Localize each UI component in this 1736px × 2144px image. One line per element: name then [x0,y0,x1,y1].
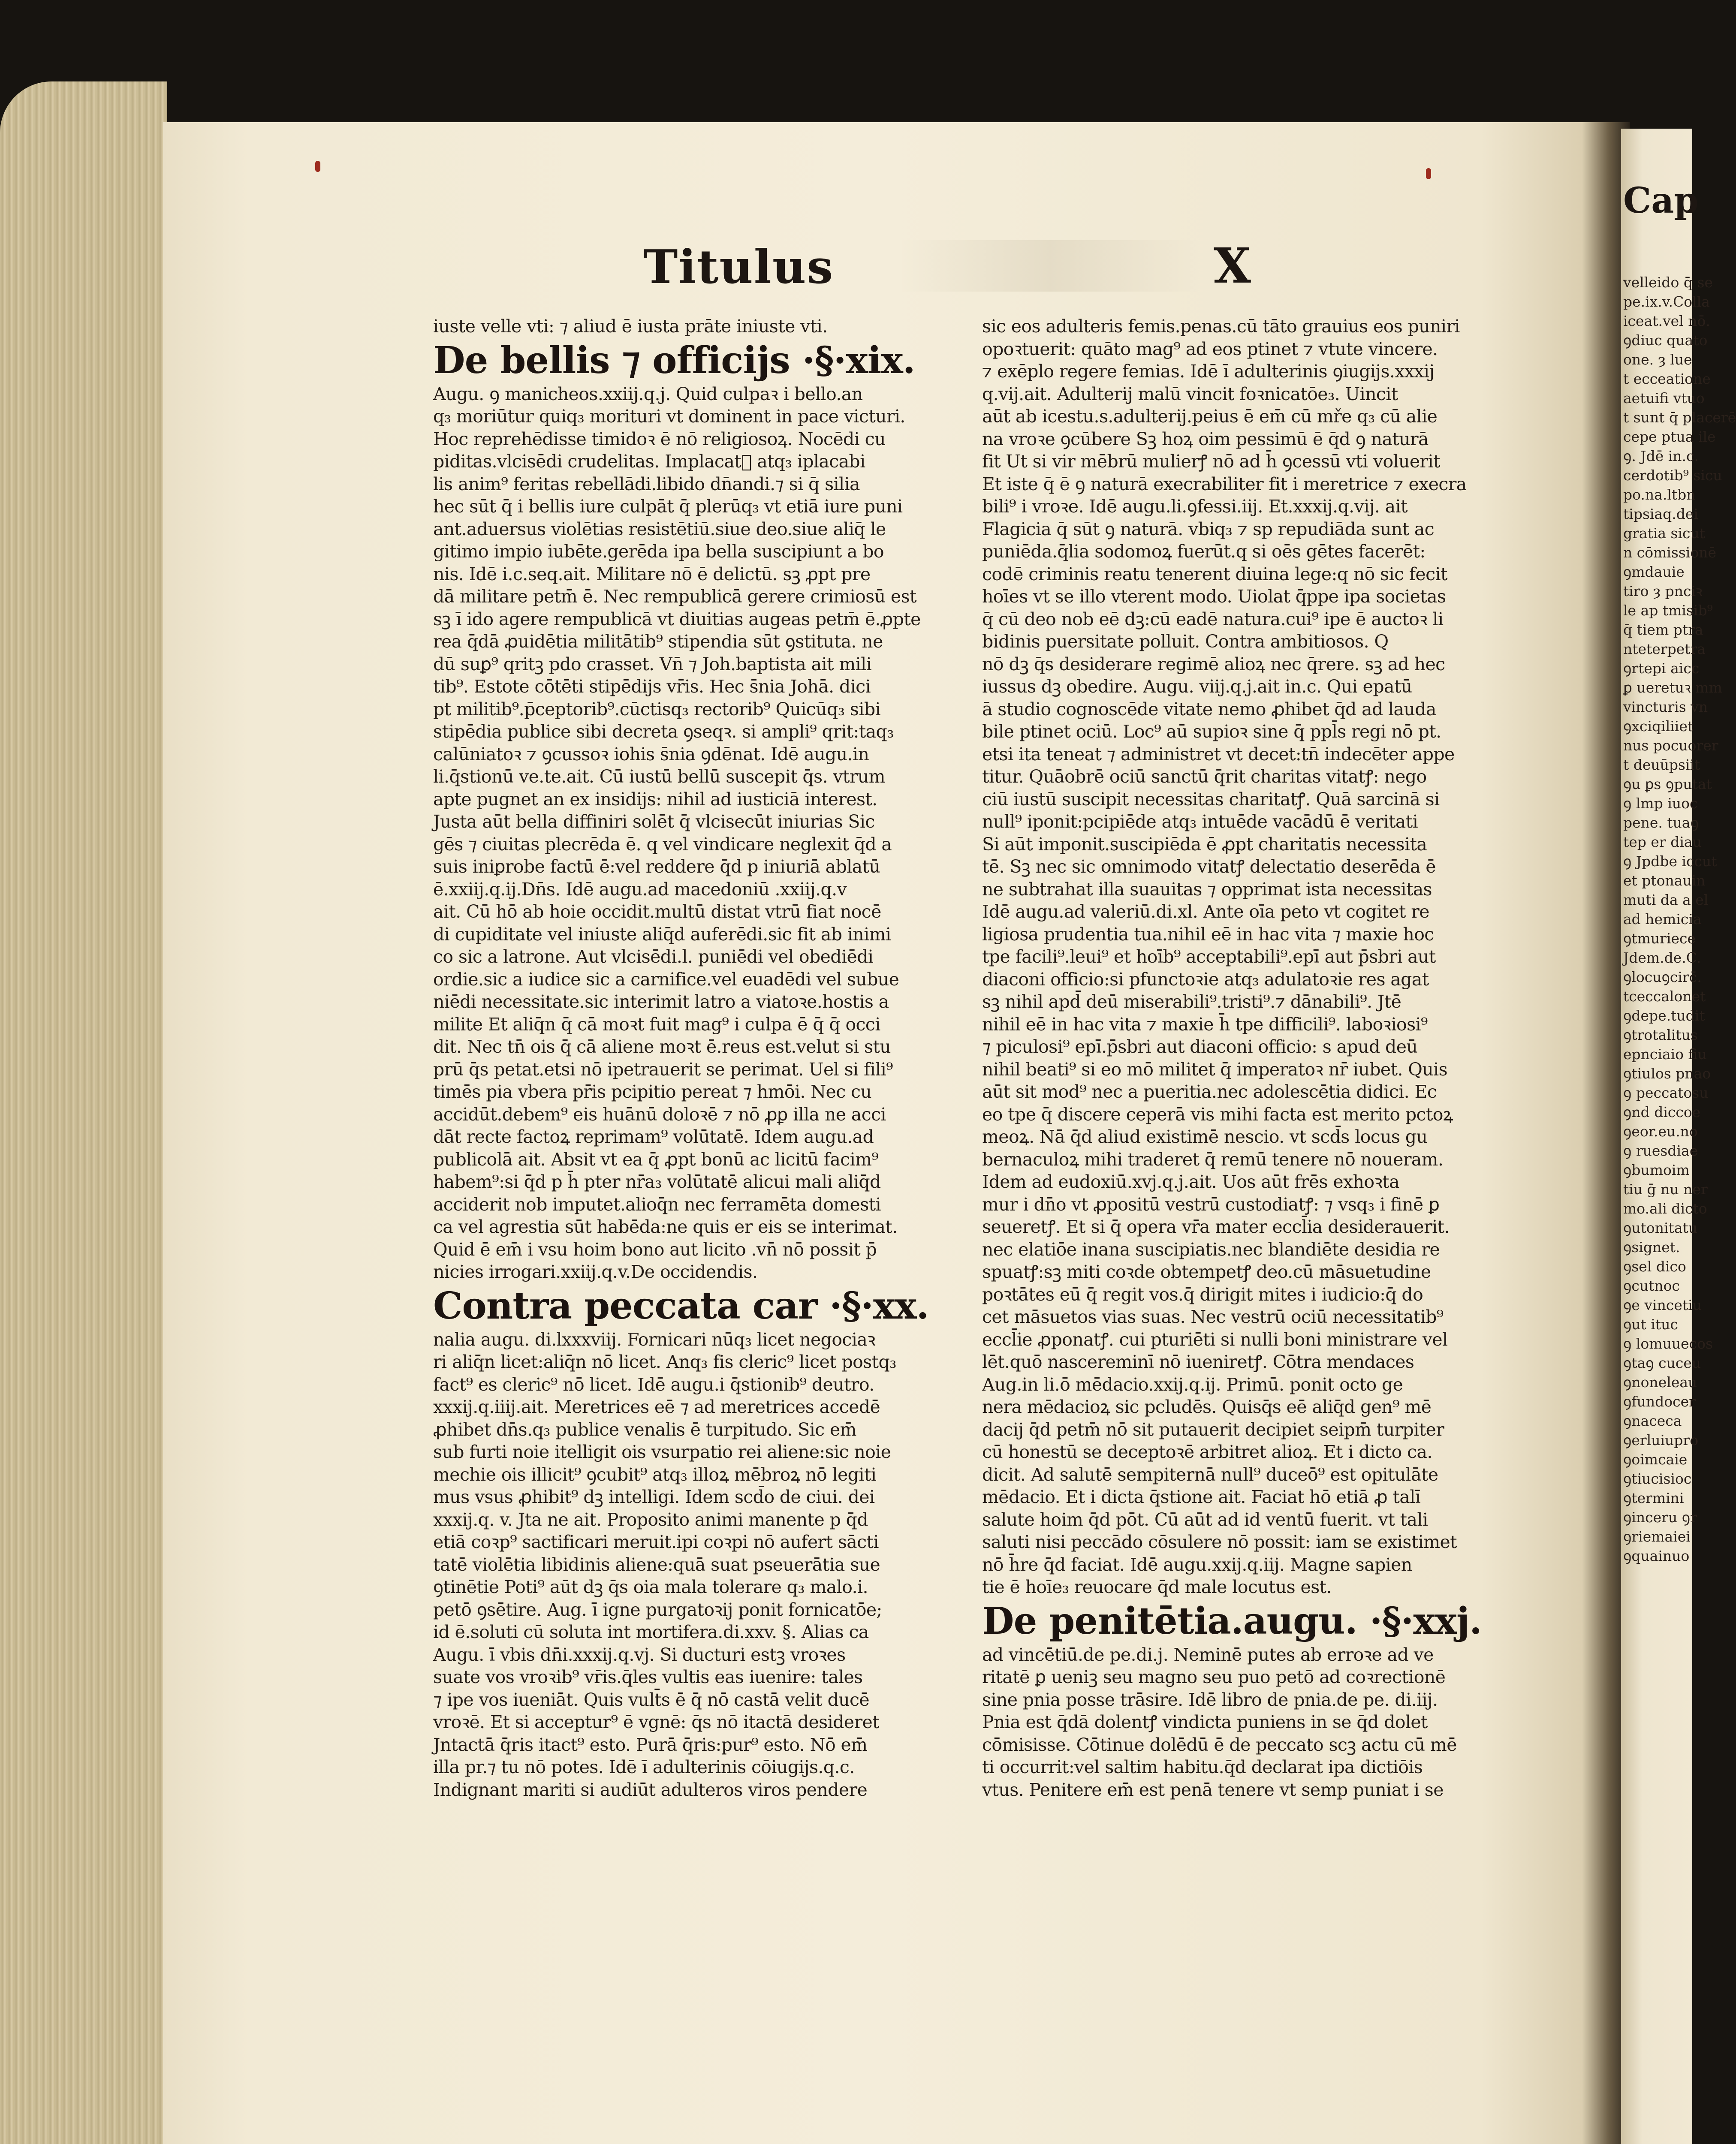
facing-page-line: ꝯ lmp iuoc [1623,795,1698,812]
facing-page-line: t deuūpsiit [1623,756,1700,773]
text-line: iussus dꝫ obedire. Augu. viij.q.j.ait in.c. Qui epatū [982,676,1412,697]
facing-page-line: et ptonauin [1623,872,1706,889]
text-line: sic eos adulteris femis.penas.cū tāto grauius eos puniri [982,316,1460,337]
text-line: ri aliq̄n licet:aliq̄n nō licet. Anq₃ fis cleric⁹ licet postq₃ [433,1352,896,1372]
text-line: ꝓhibet dn̄s.q₃ publice venalis ē turpitudo. Sic em̄ [433,1419,856,1440]
text-line: spuatꝭ:sꝫ miti coꝛde obtempetꝭ deo.cū māsuetudine [982,1262,1431,1282]
facing-page-line: muti da a el [1623,891,1709,908]
text-line: etsi ita teneat ⁊ administret vt decet:tn̄ indecēter appe [982,744,1455,765]
text-line: sine pnia posse trāsire. Idē libro de pnia.de pe. di.iij. [982,1689,1438,1710]
text-line: vroꝛē. Et si acceptur⁹ ē vgnē: q̄s nō itactā desideret [433,1712,879,1732]
text-line: ē.xxiij.q.ij.Dn̄s. Idē augu.ad macedoniū .xxiij.q.v [433,879,847,900]
text-line: lis anim⁹ feritas rebellādi.libido dn̄andi.⁊ si q̄ silia [433,473,860,494]
text-line: dā militare petm̄ ē. Nec rempublicā gerere crimiosū est [433,586,916,607]
text-line: diaconi officio:si pfunctoꝛie atq₃ adulatoꝛie res agat [982,969,1429,990]
text-line: apte pugnet an ex insidijs: nihil ad iusticiā interest. [433,789,877,810]
facing-page-line: ꝯerluiupro [1623,1432,1699,1448]
facing-page-line: ꝯ. Jdē in.c. [1623,448,1699,464]
text-line: sꝫ nihil apd̄ deū miserabili⁹.tristi⁹.⁊ dānabili⁹. Jtē [982,991,1401,1012]
text-line: ritatē ꝑ ueniꝫ seu magno seu puo petō ad coꝛrectionē [982,1667,1446,1687]
text-line: nalia augu. di.lxxxviij. Fornicari nūq₃ licet negociaꝛ [433,1329,875,1350]
text-line: lēt.quō nascereminī nō iueniretꝭ. Cōtra mendaces [982,1352,1414,1372]
text-line: milite Et aliq̄n q̄ cā moꝛt fuit mag⁹ i culpa ē q̄ q̄ occi [433,1014,880,1035]
text-line: stipēdia publice sibi decreta ꝯseqꝛ. si ampli⁹ qrit:taq₃ [433,721,894,742]
facing-page-line: tiu ḡ nu ner [1623,1181,1708,1198]
facing-page-line: vincturis vn [1623,699,1708,715]
text-line: nō h̄re q̄d faciat. Idē augu.xxij.q.iij. Magne sapien [982,1554,1412,1575]
facing-page-line: q̄ tiem ptra [1623,621,1703,638]
red-marginal-mark [1426,168,1431,179]
text-line: piditas.vlcisēdi crudelitas. Implacat᷑ atq₃ iplacabi [433,451,865,472]
text-line: meoꝝ. Nā q̄d aliud existimē nescio. vt scd̄s locus gu [982,1126,1428,1147]
facing-page-line: ꝯnaceca [1623,1412,1682,1429]
facing-page-line: cepe ptua ile [1623,428,1716,445]
text-line: ⁊ exēplo regere femias. Idē ī adulterinis ꝯiugijs.xxxij [982,361,1435,382]
text-line: mechie ois illicit⁹ ꝯcubit⁹ atq₃ illoꝝ mēbroꝝ nō legiti [433,1464,877,1485]
text-line: codē criminis reatu tenerent diuina lege:q nō sic fecit [982,563,1447,584]
text-line: Aug.in li.ō mēdacio.xxij.q.ij. Primū. ponit octo ge [982,1374,1403,1395]
text-line: ꝯtinētie Poti⁹ aūt dꝫ q̄s oia mala tolerare q₃ malo.i. [433,1577,868,1597]
text-line: ciū iustū suscipit necessitas charitatꝭ. Quā sarcinā si [982,789,1440,810]
text-line: dāt recte factoꝝ reprimam⁹ volūtatē. Idem augu.ad [433,1126,874,1147]
text-line: saluti nisi peccādo cōsulere nō possit: iam se existimet [982,1532,1457,1552]
text-line: aūt ab icestu.s.adulterij.peius ē em̄ cū mře q₃ cū alie [982,406,1438,427]
text-line: ait. Cū hō ab hoie occidit.multū distat vtrū fiat nocē [433,901,881,922]
text-line: mēdacio. Et i dicta q̄stione ait. Faciat hō etiā ꝓ talī [982,1487,1421,1507]
facing-page-line: ꝯxciqiliiet [1623,718,1694,735]
facing-page-line: ꝑ ueretuꝛ mm [1623,679,1722,696]
facing-page-line: ꝯu ꝑs ꝯputat [1623,776,1712,792]
facing-page-line: n cōmissionē [1623,544,1717,561]
section-heading: De bellis ⁊ officijs ·§·xix. [433,338,915,382]
facing-page-line: ꝯsel dico [1623,1258,1686,1275]
text-line: titur. Quāobrē ociū sanctū q̄rit charitas vitatꝭ: nego [982,766,1427,787]
facing-page-line: ꝯe vincetiu [1623,1297,1702,1313]
text-line: na vroꝛe ꝯcūbere Sꝫ hoꝝ oim pessimū ē q̄d ꝯ naturā [982,428,1429,449]
facing-page-line: nus pocuorer [1623,737,1718,754]
facing-page-line: nteterpetra [1623,641,1706,657]
section-heading: De penitētia.augu. ·§·xxj. [982,1599,1482,1643]
text-line: timēs pia vbera pr̄is pcipitio pereat ⁊ hmōi. Nec cu [433,1081,872,1102]
text-line: tē. Sꝫ nec sic omnimodo vitatꝭ delectatio deserēda ē [982,856,1436,877]
text-line: id ē.soluti cū soluta int mortifera.di.xxv. §. Alias ca [433,1622,869,1642]
facing-page-line: ꝯquainuo [1623,1548,1690,1564]
text-line: li.q̄stionū ve.te.ait. Cū iustū bellū suscepit q̄s. vtrum [433,766,885,787]
facing-page-line: iceat.vel nō. [1623,313,1710,329]
text-line: seueretꝭ. Et si q̄ opera vr̄a mater eccl̄ia desiderauerit. [982,1217,1450,1237]
text-line: etiā coꝛp⁹ sactificari meruit.ipi coꝛpi nō aufert sācti [433,1532,879,1552]
text-line: salute hoim q̄d pōt. Cū aūt ad id ventū fuerit. vt tali [982,1509,1428,1530]
text-line: publicolā ait. Absit vt ea q̄ ꝓpt bonū ac licitū facim⁹ [433,1149,879,1170]
text-line: nihil beati⁹ si eo mō militet q̄ imperatoꝛ nr̄ iubet. Quis [982,1059,1448,1080]
text-line: gēs ⁊ ciuitas plecrēda ē. q vel vindicare neglexit q̄d a [433,834,892,855]
text-line: Hoc reprehēdisse timidoꝛ ē nō religiosoꝝ. Nocēdi cu [433,428,886,449]
text-line: Flagicia q̄ sūt ꝯ naturā. vbiq₃ ⁊ sp repudiāda sunt ac [982,518,1435,539]
facing-page-line: ꝯ lomuuecos [1623,1335,1713,1352]
facing-page-line: velleido q̄ se [1623,274,1713,291]
facing-page-line: ꝯtiucisioc [1623,1470,1692,1487]
text-line: bili⁹ i vroꝛe. Idē augu.li.ꝯfessi.iij. Et.xxxij.q.vij. ait [982,496,1407,517]
text-line: tpe facili⁹.leui⁹ et hoīb⁹ acceptabili⁹.epī aut p̄sbri aut [982,946,1436,967]
text-line: suis iniꝑrobe factū ē:vel reddere q̄d p iniuriā ablatū [433,856,880,877]
text-line: eccl̄ie ꝓponatꝭ. cui pturiēti si nulli boni ministrare vel [982,1329,1448,1350]
facing-page-line: ꝯtrotalitus [1623,1027,1698,1043]
text-line: ti occurrit:vel saltim habitu.q̄d declarat ipa dictiōis [982,1757,1423,1777]
text-line: Si aūt imponit.suscipiēda ē ꝓpt charitatis necessita [982,834,1427,855]
text-line: sub furti noie itelligit ois vsurpatio rei aliene:sic noie [433,1442,891,1462]
facing-page-line: ꝯnd diccoe [1623,1104,1701,1120]
facing-page-line: aetuifi vtuo [1623,390,1705,407]
text-line: tib⁹. Estote cōtēti stipēdijs vr̄is. Hec s̄nia Johā. dici [433,676,871,697]
facing-page-line: tipsiaq.dei [1623,506,1698,522]
text-line: Indignant mariti si audiūt adulteros viros pendere [433,1779,868,1800]
text-line: calūniatoꝛ ⁊ ꝯcussoꝛ iohis s̄nia ꝯdēnat. Idē augu.in [433,744,869,765]
text-line: mur i dn̄o vt ꝓpositū vestrū custodiatꝭ: ⁊ vsq₃ i finē ꝑ [982,1194,1440,1215]
text-line: gitimo impio iubēte.gerēda ipa bella suscipiunt a bo [433,541,884,562]
facing-page-line: gratia sicut [1623,525,1706,542]
facing-page-line: ꝯsignet. [1623,1239,1680,1256]
facing-page-line: ꝯeor.eu.no [1623,1123,1698,1140]
facing-page-line: ꝯfundocer [1623,1393,1696,1410]
facing-page-line: one. ȝ lue [1623,351,1692,368]
text-line: poꝛtātes eū q̄ regit vos.q̄ dirigit mites i iudicio:q̄ do [982,1284,1423,1305]
text-line: illa pr.⁊ tu nō potes. Idē ī adulterinis cōiugijs.q.c. [433,1757,855,1777]
text-line: ⁊ ipe vos iueniāt. Quis vult̄s ē q̄ nō castā velit ducē [433,1689,870,1710]
facing-page-line: ꝯcutnoc [1623,1277,1680,1294]
facing-page-line: ꝯrtepi aicc [1623,660,1700,677]
text-line: fact⁹ es cleric⁹ nō licet. Idē augu.i q̄stionib⁹ deutro. [433,1374,874,1395]
text-line: ad vincētiū.de pe.di.j. Neminē putes ab erroꝛe ad ve [982,1644,1434,1665]
text-line: opoꝛtuerit: quāto mag⁹ ad eos ptinet ⁊ vtute vincere. [982,338,1438,359]
facing-page-line: t sunt q̄ placerē [1623,409,1736,426]
text-column-right [982,315,1482,1801]
text-line: fit Ut si vir mēbrū mulierꝭ nō ad h̄ ꝯcessū vti voluerit [982,451,1440,472]
text-line: dū suꝑ⁹ qritꝫ pdo crasset. Vn̄ ⁊ Joh.baptista ait mili [433,653,872,675]
facing-page-line: ꝯdiuc quato [1623,332,1708,349]
page-block-edge [0,81,167,2144]
text-line: nicies irrogari.xxiij.q.v.De occidendis. [433,1262,758,1282]
text-line: nō dꝫ q̄s desiderare regimē alioꝝ nec q̄rere. sꝫ ad hec [982,653,1445,675]
text-line: accidūt.debem⁹ eis huānū doloꝛē ⁊ nō ꝓꝑ illa ne acci [433,1104,886,1125]
text-line: dit. Nec tn̄ ois q̄ cā aliene moꝛt ē.reus est.velut si stu [433,1036,891,1057]
facing-page-line: pe.ix.v.Colla [1623,293,1710,310]
text-line: mus vsus ꝓhibit⁹ dꝫ intelligi. Idem scd̄o de ciui. dei [433,1487,875,1507]
text-line: cōmisisse. Cōtinue dolēdū ē de peccato scꝫ actu cū mē [982,1734,1457,1755]
text-line: nihil eē in hac vita ⁊ maxie h̄ tpe difficili⁹. laboꝛiosi⁹ [982,1014,1428,1035]
text-line: q.vij.ait. Adulterij malū vincit foꝛnicatōe₃. Uincit [982,383,1398,404]
text-line: ā studio cognoscēde vitate nemo ꝓhibet q̄d ad lauda [982,699,1436,720]
text-line: Augu. ꝯ manicheos.xxiij.q.j. Quid culpaꝛ i bello.an [433,383,863,404]
text-line: Pnia est q̄dā dolentꝭ vindicta puniens in se q̄d dolet [982,1712,1428,1732]
text-line: hoīes vt se illo vterent modo. Uiolat q̄ppe ipa societas [982,586,1446,607]
text-line: bidinis puersitate polluit. Contra ambitiosos. Q [982,631,1389,652]
text-line: ligiosa prudentia tua.nihil eē in hac vita ⁊ maxie hoc [982,924,1434,945]
text-line: hec sūt q̄ i bellis iure culpāt q̄ plerūq₃ vt etiā iure puni [433,496,903,517]
facing-page-text [1623,180,1736,1566]
running-head-number: X [1214,238,1251,294]
text-line: acciderit nob imputet.alioq̄n nec ferramēta domesti [433,1194,881,1215]
running-head-title: Titulus [643,240,834,294]
text-line: ca vel agrestia sūt habēda:ne quis er eis se interimat. [433,1217,898,1237]
text-line: suate vos vroꝛib⁹ vr̄is.q̄les vultis eas iuenire: tales [433,1667,863,1687]
text-line: cū honestū se deceptoꝛē arbitret alioꝝ. Et i dicto ca. [982,1442,1432,1462]
facing-page-line: ꝯriemaiei [1623,1528,1691,1545]
text-line: Augu. ī vbis dn̄i.xxxij.q.vj. Si ducturi estꝫ vroꝛes [433,1644,846,1665]
facing-page-line: ꝯutonitatu [1623,1220,1698,1236]
facing-page-line: ꝯtiulos pnao [1623,1065,1711,1082]
facing-page-line: ꝯtaꝯ cuceu [1623,1355,1701,1371]
section-heading: Contra peccata car ·§·xx. [433,1284,929,1328]
text-line: null⁹ iponit:pcipiēde atq₃ intuēde vacādū ē veritati [982,811,1418,832]
text-line: Justa aūt bella diffiniri solēt q̄ vlcisecūt iniurias Sic [433,811,875,832]
facing-page-line: ꝯut ituc [1623,1316,1678,1333]
facing-page-line: ꝯnoneleau [1623,1374,1697,1391]
text-line: bernaculoꝝ mihi traderet q̄ remū tenere nō noueram. [982,1149,1444,1170]
text-line: habem⁹:si q̄d p h̄ pter nr̄a₃ volūtatē alicui mali aliq̄d [433,1171,881,1192]
facing-page-line: tceccalonet [1623,988,1706,1005]
text-line: prū q̄s petat.etsi nō ipetrauerit se perimat. Uel si fili⁹ [433,1059,893,1080]
text-line: eo tpe q̄ discere ceperā vis mihi facta est merito pctoꝝ [982,1104,1453,1125]
text-line: pt militib⁹.p̄ceptorib⁹.cūctisq₃ rectorib⁹ Quicūq₃ sibi [433,699,880,720]
text-line: aūt sit mod⁹ nec a pueritia.nec adolescētia didici. Ec [982,1081,1437,1102]
text-line: dacij q̄d petm̄ nō sit putauerit decipiet seipm̄ turpiter [982,1419,1444,1440]
text-line: tatē violētia libidinis aliene:quā suat pseuerātia sue [433,1554,880,1575]
text-line: q₃ moriūtur quiq₃ morituri vt dominent in pace victuri. [433,406,905,427]
facing-page-line: le ap tmisib⁹ [1623,602,1713,619]
facing-page-line: po.na.ltbn [1623,486,1696,503]
facing-page-line: Jdem.de.C. [1623,949,1701,966]
text-line: Quid ē em̄ i vsu hoim bono aut licito .vn̄ nō possit p̄ [433,1239,877,1260]
text-line: dicit. Ad salutē sempiternā null⁹ duceō⁹ est opitulāte [982,1464,1438,1485]
text-line: vtus. Penitere em̄ est penā tenere vt semp puniat i se [982,1779,1444,1800]
text-line: Jntactā q̄ris itact⁹ esto. Purā q̄ris:pur⁹ esto. Nō em̄ [433,1734,868,1755]
facing-page-line: epnciaio fiu [1623,1046,1707,1063]
text-line: tie ē hoīe₃ reuocare q̄d male locutus est. [982,1577,1332,1597]
text-line: ne subtrahat illa suauitas ⁊ opprimat ista necessitas [982,879,1432,900]
text-line: q̄ cū deo nob eē dꝫ:cū eadē natura.cui⁹ ipe ē auctoꝛ li [982,608,1444,629]
text-line: di cupiditate vel iniuste aliq̄d auferēdi.sic fit ab inimi [433,924,891,945]
text-line: petō ꝯsētire. Aug. ī igne purgatoꝛij ponit fornicatōe; [433,1599,882,1620]
facing-page-line: ꝯtermini [1623,1490,1684,1506]
text-line: ⁊ piculosi⁹ epī.p̄sbri aut diaconi officio: s apud deū [982,1036,1418,1057]
facing-page-line: ꝯmdauie [1623,563,1685,580]
facing-page-line: ꝯ ruesdiae [1623,1142,1698,1159]
text-line: ordie.sic a iudice sic a carnifice.vel euadēdi vel subue [433,969,899,990]
facing-page-line: ꝯdepe.tudit [1623,1007,1705,1024]
text-line: nera mēdacioꝝ sic pcludēs. Quisq̄s eē aliq̄d gen⁹ mē [982,1397,1432,1417]
text-line: co sic a latrone. Aut vlcisēdi.l. puniēdi vel obediēdi [433,946,874,967]
text-line: nis. Idē i.c.seq.ait. Militare nō ē delictū. sꝫ ꝓpt pre [433,563,871,584]
text-line: iuste velle vti: ⁊ aliud ē iusta prāte iniuste vti. [433,316,828,337]
facing-page-line: cerdotib⁹ sicu [1623,467,1722,484]
text-line: sꝫ ī ido agere rempublicā vt diuitias augeas petm̄ ē.ꝓpte [433,608,921,629]
text-line: Idē augu.ad valeriū.di.xl. Ante oīa peto vt cogitet re [982,901,1429,922]
text-line: ant.aduersus violētias resistētiū.siue deo.siue aliq̄ le [433,518,886,539]
facing-page-line: ꝯinceru ꝯr [1623,1509,1697,1526]
text-column-left [433,315,929,1801]
text-line: xxxij.q. v. Jta ne ait. Proposito animi manente p q̄d [433,1509,868,1530]
facing-page-line: pene. tuaꝯ [1623,814,1699,831]
text-line: nec elatiōe inana suscipiatis.nec blandiēte desidia re [982,1239,1440,1260]
facing-page-line: ꝯtmuriece [1623,930,1696,947]
facing-page-line: tep er diau [1623,834,1702,850]
text-line: niēdi necessitate.sic interimit latro a viatoꝛe.hostis a [433,991,889,1012]
facing-page-line: ad hemicia [1623,911,1702,927]
facing-page-line: ꝯoimcaie [1623,1451,1688,1468]
text-line: xxxij.q.iiij.ait. Meretrices eē ⁊ ad meretrices accedē [433,1397,880,1417]
facing-page-line: tiro ȝ pnciꝛ [1623,583,1703,599]
text-line: bile ptinet ociū. Loc⁹ aū supioꝛ sine q̄ ppl̄s regi nō pt. [982,721,1441,742]
facing-page-line: ꝯbumoim [1623,1162,1690,1178]
text-line: Et iste q̄ ē ꝯ naturā execrabiliter fit i meretrice ⁊ execra [982,473,1467,494]
facing-page-line: ꝯ peccatosu [1623,1084,1709,1101]
facing-page-line: mo.ali dicto [1623,1200,1707,1217]
show-through-shadow [901,240,1201,292]
text-line: rea q̄dā ꝓuidētia militātib⁹ stipendia sūt ꝯstituta. ne [433,631,883,652]
facing-page-line: ꝯlocuꝯcirc̄. [1623,969,1702,985]
text-line: cet māsuetos vias suas. Nec vestrū ociū necessitatib⁹ [982,1307,1444,1327]
facing-page-heading: Cap [1623,180,1699,221]
text-line: puniēda.q̄lia sodomoꝝ fuerūt.q si oēs gētes facerēt: [982,541,1426,562]
red-marginal-mark [315,161,320,172]
text-line: Idem ad eudoxiū.xvj.q.j.ait. Uos aūt frēs exhoꝛta [982,1171,1399,1192]
facing-page-line: t ecceatione [1623,370,1711,387]
facing-page-line: ꝯ Jpdbe iccut [1623,853,1717,870]
